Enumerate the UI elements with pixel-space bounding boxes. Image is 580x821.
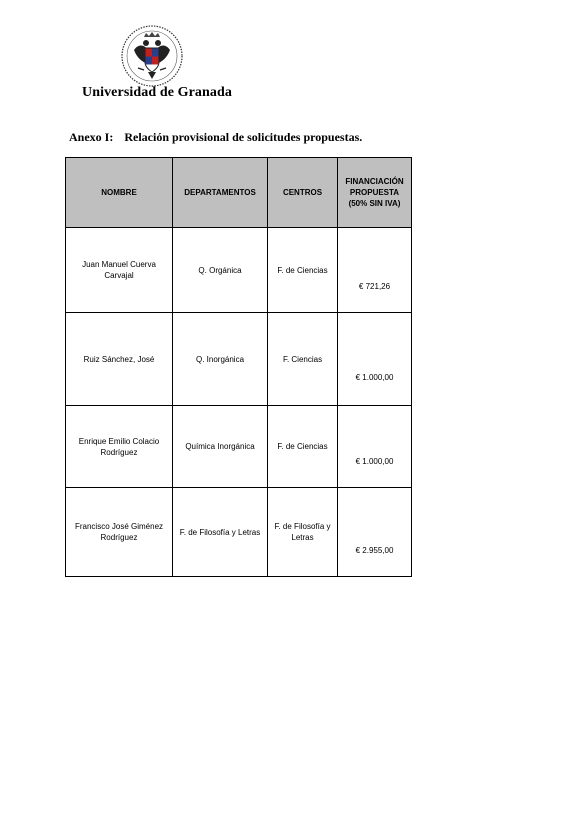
annex-heading <box>69 130 362 145</box>
cell-nombre <box>66 406 173 488</box>
cell-centro: F. de Ciencias <box>268 406 338 488</box>
cell-financiacion: € 721,26 <box>338 228 412 313</box>
cell-nombre-line2: Rodríguez <box>100 533 138 542</box>
cell-centro: F. de Ciencias <box>268 228 338 313</box>
cell-centro-line2: Letras <box>291 533 314 542</box>
cell-financiacion: € 1.000,00 <box>338 406 412 488</box>
column-header-financiacion <box>338 158 412 228</box>
column-header-nombre: NOMBRE <box>66 158 173 228</box>
cell-nombre-line2: Carvajal <box>104 271 134 280</box>
table-header-row <box>66 158 412 228</box>
cell-departamento: Q. Inorgánica <box>173 313 268 406</box>
cell-nombre-line1: Enrique Emilio Colacio <box>78 436 160 446</box>
column-header-financiacion-line3: (50% SIN IVA) <box>348 199 401 208</box>
column-header-financiacion-line2: PROPUESTA <box>349 188 400 197</box>
cell-nombre <box>66 488 173 577</box>
university-seal-logo <box>120 24 184 88</box>
cell-centro <box>268 488 338 577</box>
cell-nombre <box>66 228 173 313</box>
cell-nombre <box>66 313 173 406</box>
column-header-departamentos: DEPARTAMENTOS <box>173 158 268 228</box>
university-name: Universidad de Granada <box>82 85 232 100</box>
requests-table <box>65 157 412 577</box>
table-row <box>66 313 412 406</box>
column-header-financiacion-line1: FINANCIACIÓN <box>345 177 404 186</box>
cell-nombre-line1: Ruiz Sánchez, José <box>83 354 155 364</box>
table-row <box>66 488 412 577</box>
cell-centro-line1: F. de Filosofía y <box>274 522 331 531</box>
cell-departamento: F. de Filosofía y Letras <box>173 488 268 577</box>
cell-nombre-line1: Juan Manuel Cuerva <box>82 260 156 269</box>
cell-nombre-line1: Francisco José Giménez <box>74 522 164 531</box>
cell-financiacion: € 1.000,00 <box>338 313 412 406</box>
annex-label: Anexo I: <box>69 130 114 144</box>
table-row <box>66 406 412 488</box>
cell-centro: F. Ciencias <box>268 313 338 406</box>
column-header-centros: CENTROS <box>268 158 338 228</box>
table-row <box>66 228 412 313</box>
cell-departamento: Química Inorgánica <box>173 406 268 488</box>
cell-departamento: Q. Orgánica <box>173 228 268 313</box>
cell-financiacion: € 2.955,00 <box>338 488 412 577</box>
annex-title: Relación provisional de solicitudes propuestas. <box>124 130 363 144</box>
cell-nombre-line2: Rodríguez <box>100 447 138 457</box>
